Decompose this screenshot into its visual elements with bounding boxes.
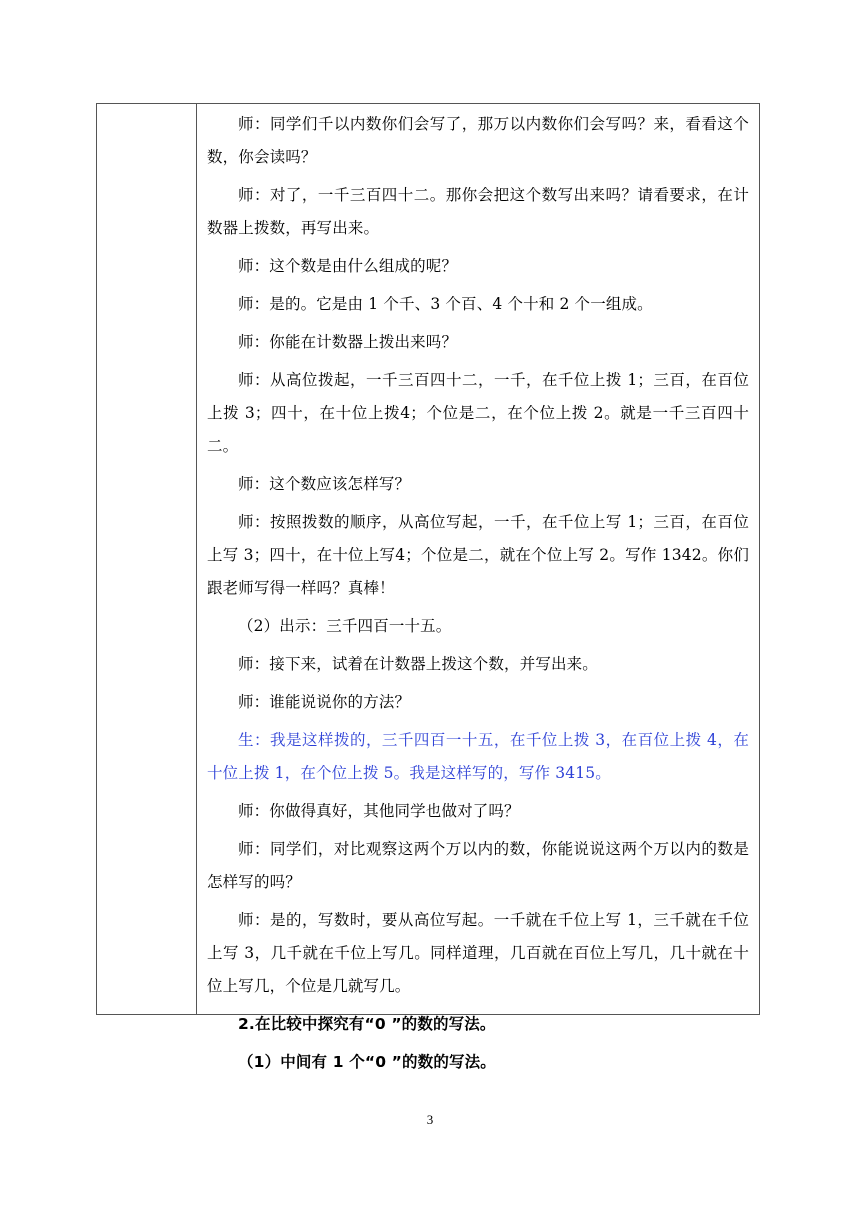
paragraph: 师：按照拨数的顺序，从高位写起，一千，在千位上写 1；三百，在百位上写 3；四十，在十位上写4；个位是二，就在个位上写 2。写作 1342。你们跟老师写得一样吗？真棒！ bbox=[207, 513, 749, 597]
paragraph: 师：对了，一千三百四十二。那你会把这个数写出来吗？请看要求，在计数器上拨数，再写出来。 bbox=[207, 186, 749, 237]
paragraph: 师：是的，写数时，要从高位写起。一千就在千位上写 1，三千就在千位上写 3，几千就在千位上写几。同样道理，几百就在百位上写几，几十就在十位上写几，个位是几就写几。 bbox=[207, 911, 749, 995]
paragraph: 师：你能在计数器上拨出来吗？ bbox=[238, 333, 458, 351]
paragraph: 师：从高位拨起，一千三百四十二，一千，在千位上拨 1；三百，在百位上拨 3；四十，在十位上拨4；个位是二，在个位上拨 2。就是一千三百四十二。 bbox=[207, 371, 749, 455]
paragraph: 师：谁能说说你的方法？ bbox=[238, 693, 411, 711]
paragraph: 师：是的。它是由 1 个千、3 个百、4 个十和 2 个一组成。 bbox=[238, 295, 653, 313]
table-content-cell bbox=[197, 104, 759, 1071]
subsection-heading: （1）中间有 1 个“0 ”的数的写法。 bbox=[238, 1053, 496, 1071]
paragraph: 师：同学们千以内数你们会写了，那万以内数你们会写吗？来，看看这个数，你会读吗？ bbox=[207, 115, 749, 166]
page-number: 3 bbox=[426, 1112, 434, 1127]
section-heading: 2.在比较中探究有“0 ”的数的写法。 bbox=[238, 1015, 496, 1033]
paragraph: 师：接下来，试着在计数器上拨这个数，并写出来。 bbox=[238, 655, 598, 673]
paragraph: 师：你做得真好，其他同学也做对了吗？ bbox=[238, 802, 520, 820]
student-answer-paragraph: 生：我是这样拨的，三千四百一十五，在千位上拨 3，在百位上拨 4，在十位上拨 1，在个位上拨 5。我是这样写的，写作 3415。 bbox=[207, 731, 749, 782]
paragraph: 师：这个数应该怎样写？ bbox=[238, 475, 411, 493]
table-left-cell bbox=[97, 104, 197, 1014]
paragraph: （2）出示：三千四百一十五。 bbox=[238, 617, 452, 635]
paragraph: 师：这个数是由什么组成的呢？ bbox=[238, 257, 458, 275]
paragraph: 师：同学们，对比观察这两个万以内的数，你能说说这两个万以内的数是怎样写的吗？ bbox=[207, 840, 749, 891]
lesson-table bbox=[96, 103, 760, 1071]
